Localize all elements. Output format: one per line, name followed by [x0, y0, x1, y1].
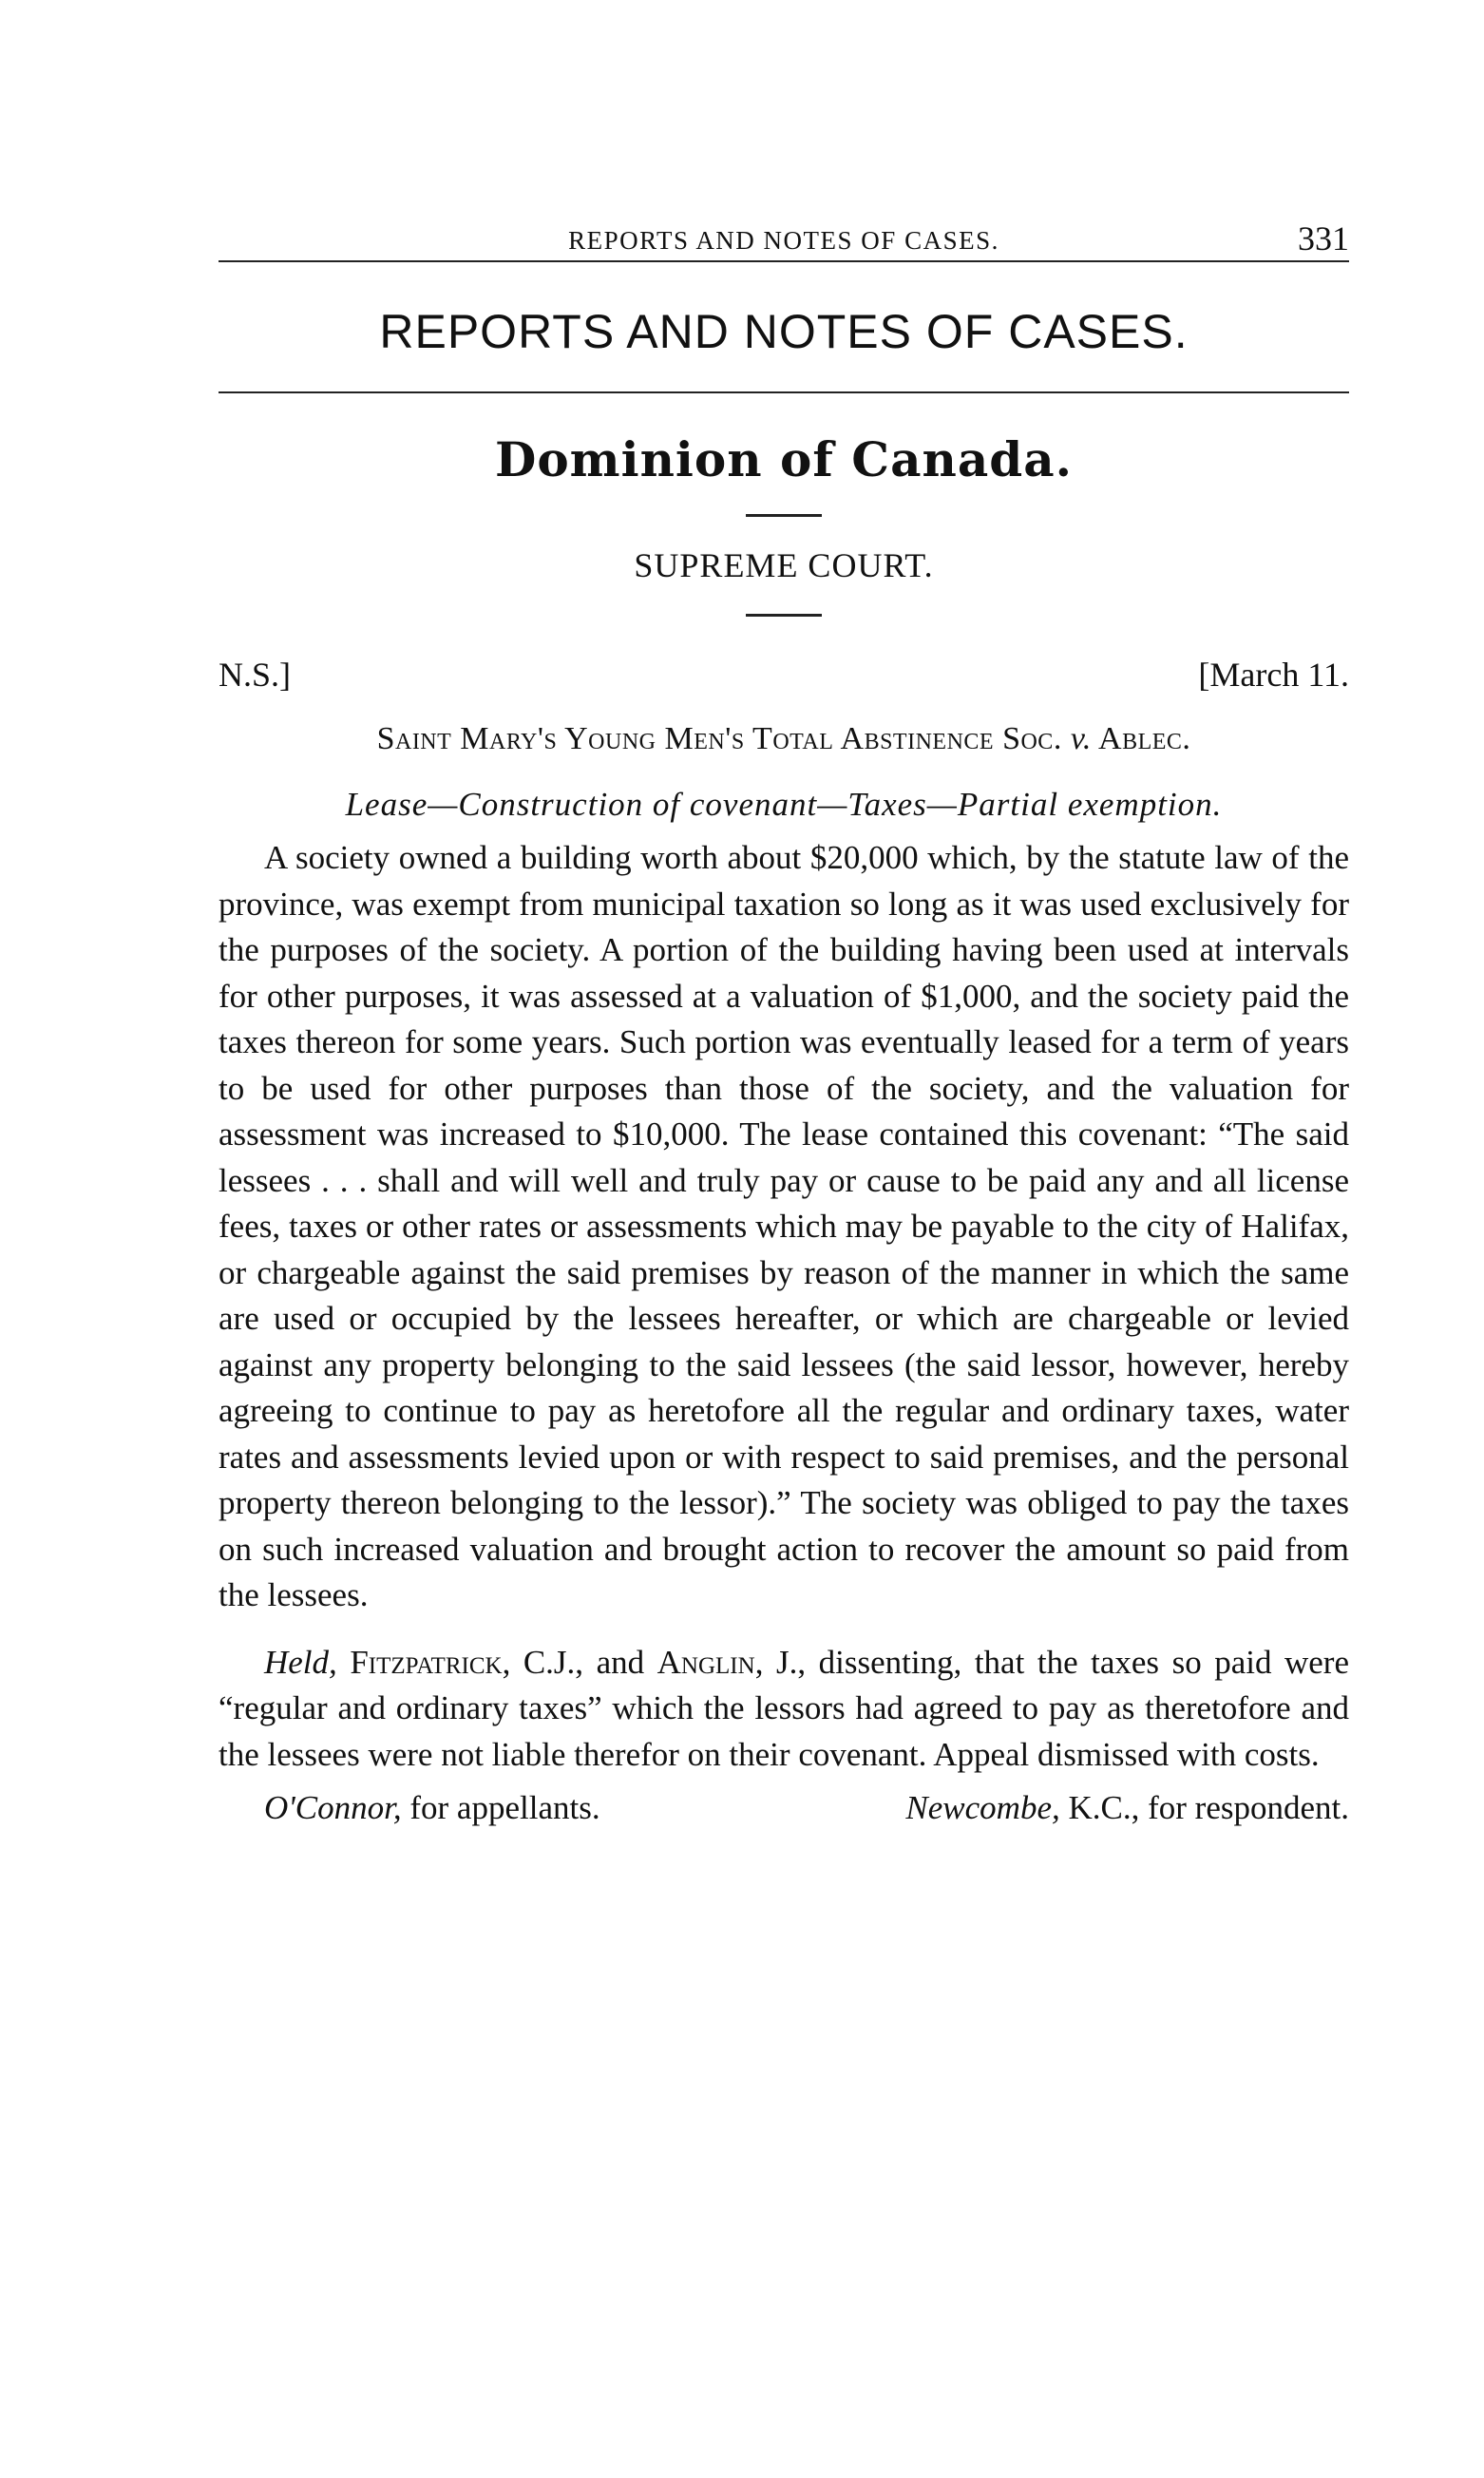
short-divider [746, 514, 822, 517]
respondent-party: Ablec. [1098, 721, 1191, 756]
case-meta [219, 655, 1349, 695]
facts-paragraph: A society owned a building worth about $20,000 which, by the statute law of the province, was exempt from municipal taxation so long as it was used exclusively for the purposes of the society. A portion of the building having been used at intervals for other purposes, it was assessed at a valuation of $1,000, and the society paid the taxes thereon for some years. Such portion was eventually leased for a term of years to be used for other purposes than those of the society, and the valuation for assessment was increased to $10,000. The lease contained this covenant: “The said lessees . . . shall and will well and truly pay or cause to be paid any and all license fees, taxes or other rates or assessments which may be payable to the city of Halifax, or chargeable against the said premises by reason of the manner in which the same are used or occupied by the lessees hereafter, or which are chargeable or levied against any property belonging to the said lessees (the said lessor, however, hereby agreeing to continue to pay as heretofore all the regular and ordinary taxes, water rates and assessments levied upon or with respect to said premises, and the personal property thereon belonging to the lessor).” The society was obliged to pay the taxes on such increased valuation and brought action to recover the amount so paid from the lessees. [219, 839, 1349, 1613]
counsel-role: for appellants. [409, 1789, 600, 1826]
counsel-role: K.C., for respondent. [1068, 1789, 1349, 1826]
header-rule [219, 260, 1349, 262]
province: N.S.] [219, 656, 292, 694]
counsel-name: Newcombe, [905, 1789, 1060, 1826]
running-head [219, 219, 1349, 260]
running-title: REPORTS AND NOTES OF CASES. [568, 226, 999, 255]
page [219, 219, 1349, 1831]
section-rule [219, 391, 1349, 393]
jurisdiction-heading: Dominion of Canada. [494, 431, 1074, 487]
versus: v. [1070, 721, 1092, 756]
short-divider [746, 614, 822, 617]
decision-date: [March 11. [1198, 656, 1349, 694]
appellant-counsel [264, 1785, 600, 1831]
section-title: REPORTS AND NOTES OF CASES. [379, 305, 1189, 358]
judge-name: Anglin [656, 1643, 755, 1681]
holding-text: , J., dissenting, that the taxes so paid were “regular and ordinary taxes” which the lessors had agreed to pay as theretofore and the lessees were not liable therefor on their covenant. Appeal dismissed with costs. [219, 1643, 1350, 1773]
respondent-counsel [905, 1785, 1349, 1831]
holding-paragraph [219, 1640, 1349, 1779]
case-title [219, 721, 1349, 757]
judge-name: Fitzpatrick [350, 1643, 503, 1681]
counsel-line [219, 1785, 1349, 1831]
page-number: 331 [1298, 219, 1349, 257]
appellant-party: Saint Mary's Young Men's Total Abstinence Soc. [376, 721, 1062, 756]
holding-text: , C.J., and [502, 1643, 657, 1681]
counsel-name: O'Connor, [264, 1789, 402, 1826]
held-label: Held, [264, 1643, 337, 1681]
court-heading: SUPREME COURT. [634, 546, 934, 584]
headnote: Lease—Construction of covenant—Taxes—Partial exemption. [345, 786, 1223, 823]
